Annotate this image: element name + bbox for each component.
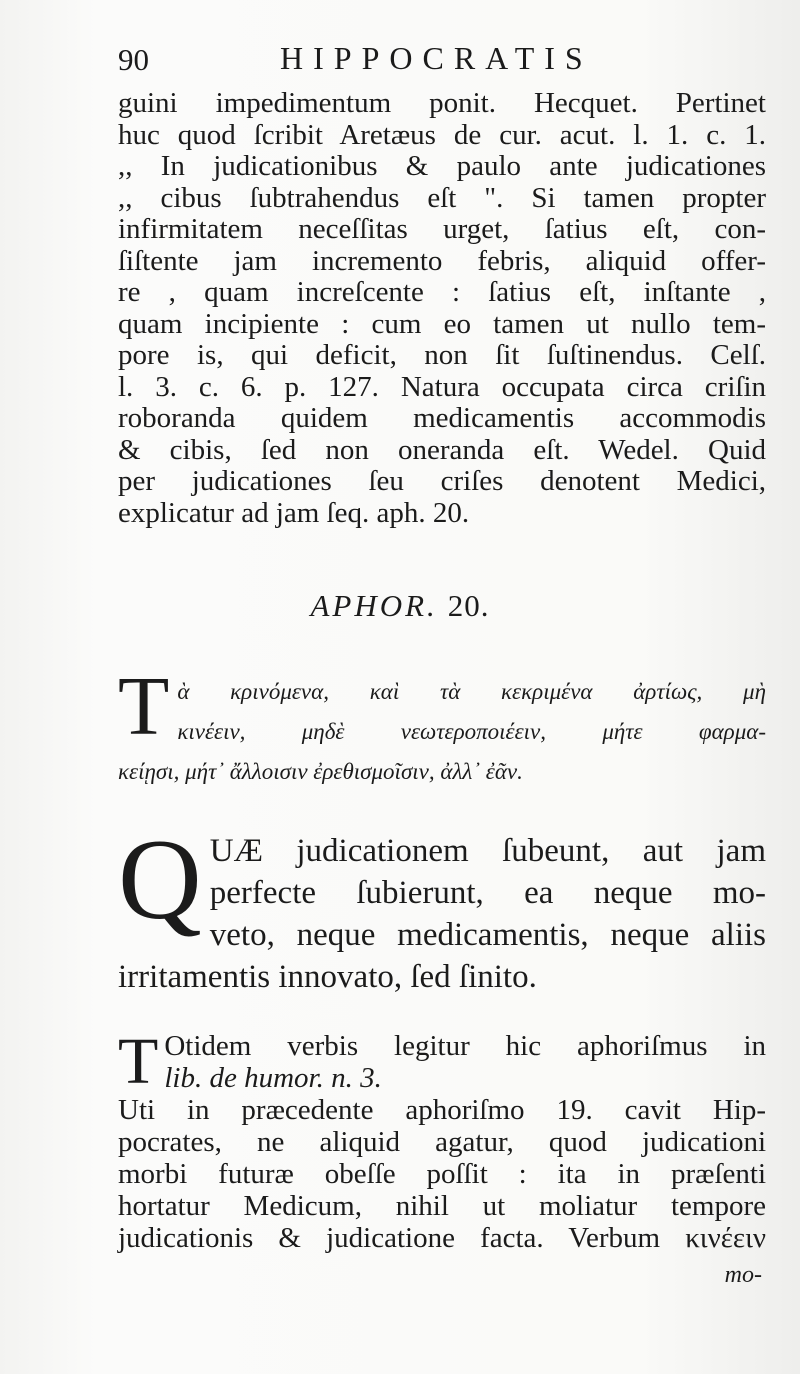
text-line: Uti in præcedente aphoriſmo 19. cavit Hip-: [118, 1094, 766, 1126]
greek-line: ὰ κρινόμενα, καὶ τὰ κεκριμένα ἀρτίως, μὴ: [177, 679, 766, 704]
greek-line: κινέειν, μηδὲ νεωτεροποιέειν, μήτε φαρμα-: [177, 719, 766, 744]
text-line: judicationis & judicatione facta. Verbum κινέειν: [118, 1222, 766, 1254]
text-line: per judicationes ſeu criſes denotent Medici,: [118, 465, 766, 497]
text-line: roboranda quidem medicamentis accommodis: [118, 402, 766, 434]
commentary-top: [118, 88, 766, 529]
translation-line: veto, neque medicamentis, neque aliis: [209, 917, 766, 953]
text-line: l. 3. c. 6. p. 127. Natura occupata circa criſin: [118, 370, 766, 403]
text-line: ,, In judicationibus & paulo ante judicationes: [118, 150, 766, 182]
text-line: explicatur ad jam ſeq. aph. 20.: [118, 496, 470, 529]
page-number: 90: [118, 42, 149, 77]
text-line: lib. de humor. n. 3.: [164, 1062, 382, 1094]
latin-translation: [118, 816, 766, 998]
aphorism-label: APHOR.: [310, 588, 438, 623]
translation-line: perfecte ſubierunt, ea neque mo-: [209, 875, 766, 911]
text-line: pocrates, ne aliquid agatur, quod judicationi: [118, 1126, 766, 1158]
text-line: ſiſtente jam incremento febris, aliquid offer-: [118, 244, 766, 277]
text-line: morbi futuræ obeſſe poſſit : ita in præſenti: [118, 1158, 766, 1190]
text-line: quam incipiente : cum eo tamen ut nullo tem-: [118, 307, 766, 340]
drop-cap: T: [118, 1025, 159, 1098]
text-line: re , quam increſcente : ſatius eſt, inſtante ,: [118, 276, 766, 308]
commentary-bottom: [118, 1025, 766, 1254]
text-line: guini impedimentum ponit. Hecquet. Pertinet: [118, 87, 766, 119]
greek-line: κείῃσι, μήτ᾽ ἄλλοισιν ἐρεθισμοῖσιν, ἀλλ᾽ ἐᾶν.: [118, 759, 523, 784]
aphorism-number: 20.: [447, 588, 490, 623]
running-head: HIPPOCRATIS: [280, 40, 593, 76]
text-line: & cibis, ſed non oneranda eſt. Wedel. Quid: [118, 433, 766, 466]
translation-line: UÆ judicationem ſubeunt, aut jam: [209, 833, 766, 869]
greek-aphorism: [118, 660, 766, 792]
text-line: huc quod ſcribit Aretæus de cur. acut. l. 1. c. 1.: [118, 118, 766, 151]
text-line: pore is, qui deficit, non ſit ſuſtinendus. Celſ.: [118, 339, 766, 371]
text-line: infirmitatem neceſſitas urget, ſatius eſt, con-: [118, 213, 766, 245]
drop-cap: Q: [118, 816, 202, 944]
text-line: Otidem verbis legitur hic aphoriſmus in: [164, 1030, 766, 1062]
aphorism-heading: [0, 588, 800, 624]
drop-cap: T: [118, 660, 170, 753]
page-header: [118, 34, 768, 84]
text-line: ,, cibus ſubtrahendus eſt ". Si tamen propter: [118, 181, 766, 214]
catchword: mo-: [724, 1262, 762, 1288]
text-line: hortatur Medicum, nihil ut moliatur tempore: [118, 1190, 766, 1222]
translation-line: irritamentis innovato, ſed ſinito.: [118, 959, 537, 995]
